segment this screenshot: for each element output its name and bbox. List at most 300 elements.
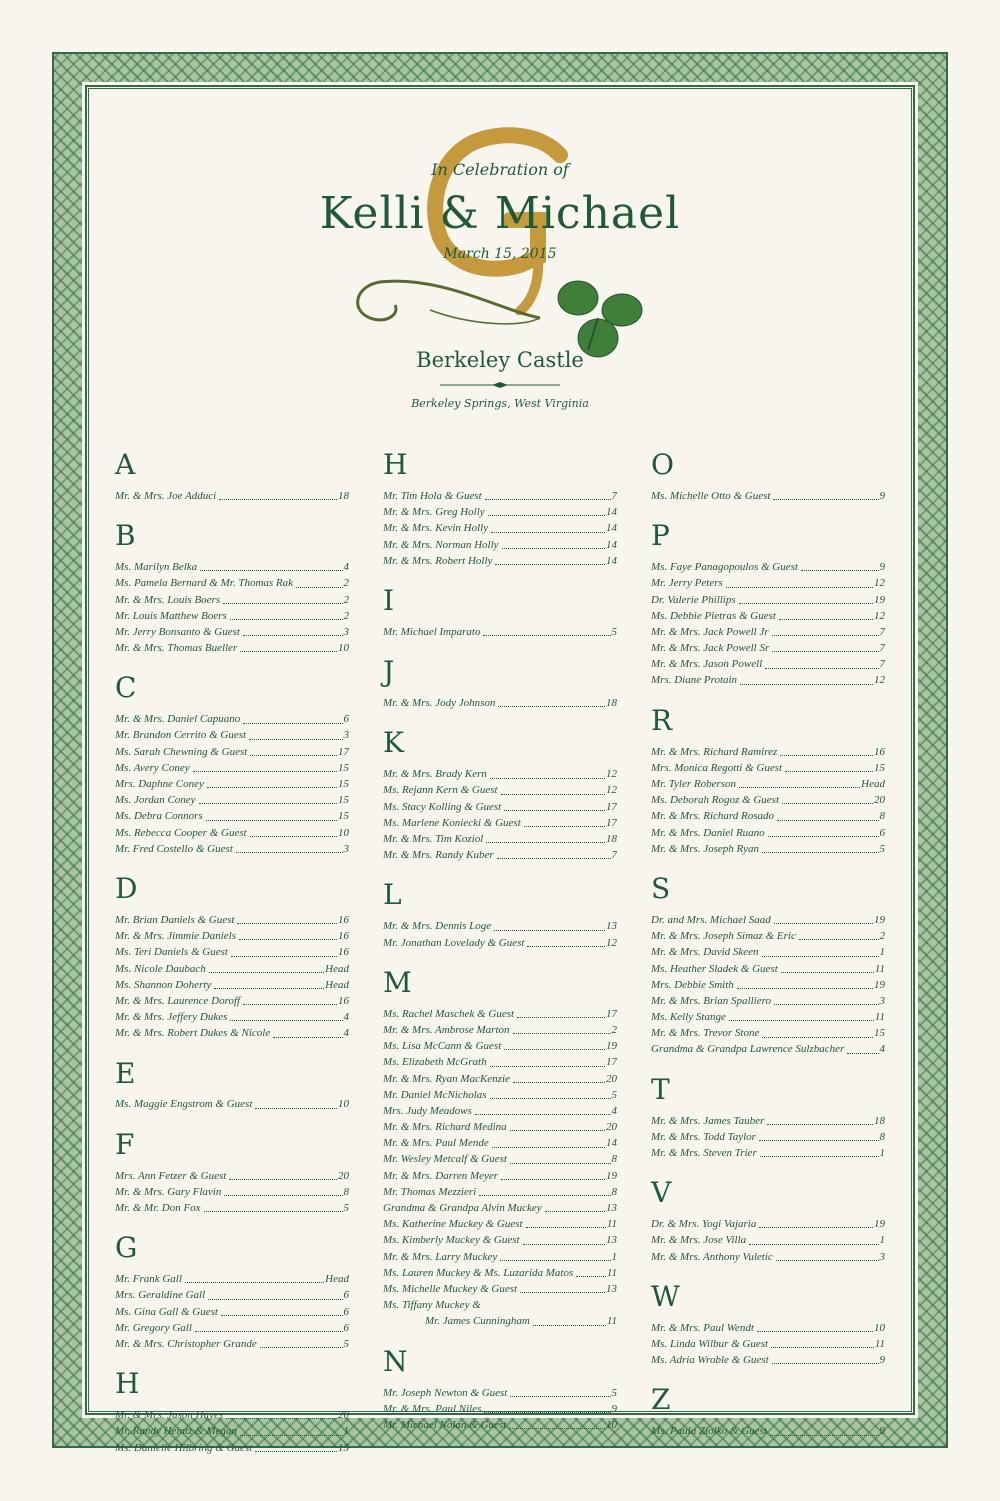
guest-row	[651, 977, 885, 993]
guest-row	[383, 1006, 617, 1022]
guest-row	[115, 928, 349, 944]
dot-leader	[488, 515, 605, 516]
table-number: 2	[879, 930, 885, 943]
guest-name: Mr. & Mrs. David Skeen	[651, 946, 759, 959]
seating-column-1	[115, 450, 349, 1473]
dot-leader	[219, 499, 337, 500]
guest-name: Ms. Rebecca Cooper & Guest	[115, 826, 247, 839]
dot-leader	[777, 820, 878, 821]
guest-name: Mr. Jerry Bonsanto & Guest	[115, 625, 240, 638]
guest-row	[651, 1042, 885, 1058]
guest-name: Mr. Tyler Roberson	[651, 778, 737, 791]
guest-row	[115, 760, 349, 776]
letter-section	[383, 657, 617, 711]
guest-row	[651, 656, 885, 672]
table-number: 12	[606, 768, 617, 781]
table-number: 9	[879, 489, 885, 502]
dot-leader	[240, 651, 337, 652]
guest-name: Ms. Adria Wroble & Guest	[651, 1354, 769, 1367]
table-number: 19	[606, 1040, 617, 1053]
table-number: 17	[338, 745, 349, 758]
section-letter: N	[383, 1344, 408, 1378]
guest-row	[651, 1320, 885, 1336]
dot-leader	[545, 1211, 605, 1212]
guest-row	[651, 1352, 885, 1368]
dot-leader	[759, 1140, 879, 1141]
dot-leader	[513, 1033, 611, 1034]
letter-section	[651, 1072, 885, 1162]
guest-name: Mr. Tim Hola & Guest	[383, 489, 482, 502]
dot-leader	[517, 1017, 605, 1018]
guest-name: Dr. and Mrs. Michael Saad	[651, 913, 771, 926]
dot-leader	[223, 603, 342, 604]
table-number: 1	[879, 1234, 885, 1247]
dot-leader	[249, 739, 342, 740]
table-number: 19	[606, 1169, 617, 1182]
guest-name: Mrs. Ann Fetzer & Guest	[115, 1169, 227, 1182]
guest-name: Mr. Joseph Newton & Guest	[383, 1386, 508, 1399]
dot-leader	[209, 972, 324, 973]
dot-leader	[484, 1412, 610, 1413]
guest-row	[383, 1168, 617, 1184]
letter-section	[651, 1178, 885, 1265]
dot-leader	[847, 1053, 878, 1054]
guest-name: Mr. Fred Costello & Guest	[115, 842, 233, 855]
dot-leader	[494, 930, 605, 931]
guest-name: Mr. Brandon Cerrito & Guest	[115, 729, 247, 742]
dot-leader	[193, 771, 337, 772]
guest-name: Mr. & Mrs. James Tauber	[651, 1114, 765, 1127]
dot-leader	[501, 794, 605, 795]
dot-leader	[231, 956, 337, 957]
event-date: March 15, 2015	[443, 246, 557, 262]
section-letter: P	[651, 519, 670, 553]
dot-leader	[185, 1282, 324, 1283]
table-number: 17	[606, 1007, 617, 1020]
guest-row	[383, 1152, 617, 1168]
section-letter: R	[651, 703, 673, 737]
letter-section	[651, 703, 885, 857]
dot-leader	[483, 635, 610, 636]
guest-name: Ms. Marlene Koniecki & Guest	[383, 816, 521, 829]
guest-row	[651, 760, 885, 776]
guest-row	[383, 695, 617, 711]
guest-name: Mr. & Mrs. Daniel Capuano	[115, 713, 241, 726]
table-number: 3	[343, 842, 349, 855]
guest-name: Mr. Michael Imparato	[383, 625, 481, 638]
guest-row	[651, 912, 885, 928]
guest-name: Mr. & Mrs. Paul Wendt	[651, 1321, 754, 1334]
table-number: 8	[879, 1130, 885, 1143]
guest-row	[383, 1385, 617, 1401]
guest-name: Ms. Kimberly Muckey & Guest	[383, 1234, 520, 1247]
guest-row	[651, 1232, 885, 1248]
letter-section	[383, 583, 617, 640]
section-letter: G	[115, 1231, 138, 1265]
dot-leader	[479, 1195, 610, 1196]
letter-section	[115, 1369, 349, 1456]
guest-row	[115, 1287, 349, 1303]
guest-row	[115, 1423, 349, 1439]
section-letter: V	[651, 1176, 672, 1210]
table-number: 7	[611, 849, 617, 862]
dot-leader	[749, 1244, 878, 1245]
table-number: 2	[611, 1023, 617, 1036]
table-number: 17	[606, 816, 617, 829]
guest-row	[383, 1249, 617, 1265]
guest-row	[651, 1009, 885, 1025]
letter-section	[383, 1344, 617, 1434]
guest-row	[383, 766, 617, 782]
table-number: 16	[338, 930, 349, 943]
dot-leader	[240, 1435, 343, 1436]
table-number: Head	[325, 1273, 349, 1286]
table-number: 19	[874, 593, 885, 606]
guest-row	[651, 640, 885, 656]
dot-leader	[226, 1418, 337, 1419]
table-number: 12	[874, 609, 885, 622]
dot-leader	[199, 803, 337, 804]
table-number: 14	[606, 506, 617, 519]
table-number: 18	[606, 833, 617, 846]
guest-name: Mr. & Mrs. Robert Dukes & Nicole	[115, 1027, 271, 1040]
table-number: 9	[879, 1354, 885, 1367]
guest-row	[651, 673, 885, 689]
dot-leader	[204, 1211, 343, 1212]
guest-row	[115, 912, 349, 928]
table-number: 2	[343, 609, 349, 622]
table-number: 4	[879, 1043, 885, 1056]
guest-row	[115, 1025, 349, 1041]
guest-name: Mr. Daniel McNicholas	[383, 1088, 487, 1101]
guest-name: Mrs. Daphne Coney	[115, 778, 204, 791]
dot-leader	[236, 852, 343, 853]
guest-name: Mr. & Mrs. Paul Niles	[383, 1402, 482, 1415]
guest-name: Mr. Jerry Peters	[651, 577, 723, 590]
guest-name: Mr. & Mrs. Joseph Simaz & Eric	[651, 930, 796, 943]
letter-section	[383, 965, 617, 1330]
guest-name: Mr. & Mrs. Brian Spalliero	[651, 994, 771, 1007]
guest-row	[115, 776, 349, 792]
table-number: 11	[874, 962, 885, 975]
guest-name: Mr. & Mrs. Thomas Bueller	[115, 642, 238, 655]
dot-leader	[250, 836, 337, 837]
guest-name: Mr. & Mrs. Jack Powell Jr	[651, 625, 769, 638]
section-letter: Z	[651, 1383, 671, 1417]
dot-leader	[739, 787, 860, 788]
guest-name: Ms. Marilyn Belka	[115, 561, 198, 574]
guest-name: Ms. Faye Panagopoulos & Guest	[651, 561, 798, 574]
guest-row	[115, 1009, 349, 1025]
table-number: 12	[874, 577, 885, 590]
guest-row	[383, 504, 617, 520]
seating-column-3	[651, 450, 885, 1457]
table-number: 10	[606, 1418, 617, 1431]
dot-leader	[782, 803, 873, 804]
guest-name: Mr. & Mrs. Louis Boers	[115, 593, 221, 606]
table-number: 11	[606, 1315, 617, 1328]
dot-leader	[260, 1347, 343, 1348]
dot-leader	[779, 619, 873, 620]
table-number: 4	[343, 561, 349, 574]
guest-row	[115, 640, 349, 656]
dot-leader	[498, 706, 605, 707]
guest-name: Mr. Gregory Gall	[115, 1321, 192, 1334]
guest-row	[383, 1417, 617, 1433]
table-number: 6	[343, 1321, 349, 1334]
section-letter: J	[383, 655, 395, 689]
guest-name: Mr. & Mrs. Joseph Ryan	[651, 842, 759, 855]
guest-row	[383, 1200, 617, 1216]
dot-leader	[760, 1156, 879, 1157]
guest-row	[651, 928, 885, 944]
letter-section	[115, 450, 349, 504]
couple-names: Kelli & Michael	[319, 188, 681, 239]
guest-name: Ms. Rejann Kern & Guest	[383, 784, 498, 797]
dot-leader	[780, 755, 873, 756]
section-letter: S	[651, 872, 671, 905]
guest-row	[383, 1071, 617, 1087]
table-number: 14	[606, 522, 617, 535]
guest-name: Ms. Shannon Doherty	[115, 978, 212, 991]
table-number: 16	[338, 994, 349, 1007]
table-number: 19	[874, 1218, 885, 1231]
dot-leader	[504, 1049, 605, 1050]
table-number: 20	[606, 1121, 617, 1134]
table-number: 3	[879, 994, 885, 1007]
table-number: 15	[874, 1027, 885, 1040]
table-number: 1	[879, 1147, 885, 1160]
table-number: 15	[338, 1441, 349, 1454]
table-number: 4	[343, 1011, 349, 1024]
guest-row	[651, 792, 885, 808]
section-letter: M	[383, 965, 412, 999]
dot-leader	[243, 635, 343, 636]
guest-row	[115, 608, 349, 624]
dot-leader	[781, 972, 874, 973]
guest-name: Mr. & Mrs. Jeffery Dukes	[115, 1011, 228, 1024]
guest-row	[383, 1265, 617, 1281]
guest-row	[383, 1232, 617, 1248]
table-number: 18	[874, 1114, 885, 1127]
dot-leader	[243, 723, 342, 724]
table-number: 6	[343, 713, 349, 726]
guest-name: Mr. & Mrs. Randy Kuber	[383, 849, 494, 862]
guest-row	[115, 993, 349, 1009]
guest-row	[115, 1440, 349, 1456]
table-number: 12	[874, 674, 885, 687]
guest-row	[115, 592, 349, 608]
letter-section	[115, 874, 349, 1042]
guest-row	[383, 1087, 617, 1103]
guest-row	[115, 1200, 349, 1216]
table-number: 20	[606, 1072, 617, 1085]
table-number: 14	[606, 538, 617, 551]
guest-name: Ms. Paula Ziolko & Guest	[651, 1425, 767, 1438]
dot-leader	[762, 1037, 873, 1038]
table-number: 9	[879, 561, 885, 574]
table-number: 5	[879, 842, 885, 855]
dot-leader	[239, 939, 337, 940]
dot-leader	[495, 564, 605, 565]
letter-section	[651, 874, 885, 1058]
table-number: Head	[861, 778, 885, 791]
dot-leader	[208, 1299, 342, 1300]
table-number: 19	[874, 913, 885, 926]
guest-name: Mr. & Mr. Don Fox	[115, 1202, 201, 1215]
guest-row	[115, 825, 349, 841]
guest-name: Mr. & Mrs. Jody Johnson	[383, 697, 496, 710]
table-number: 17	[606, 800, 617, 813]
table-number: 20	[338, 1409, 349, 1422]
dot-leader	[772, 635, 879, 636]
dot-leader	[230, 1020, 342, 1021]
table-number: 8	[611, 1185, 617, 1198]
ornament-divider-icon	[440, 382, 560, 388]
dot-leader	[509, 1428, 605, 1429]
table-number: 15	[338, 810, 349, 823]
guest-row	[115, 488, 349, 504]
dot-leader	[510, 1163, 611, 1164]
guest-name: Ms. Elizabeth McGrath	[383, 1056, 487, 1069]
dot-leader	[501, 1179, 605, 1180]
table-number: 4	[343, 1027, 349, 1040]
dot-leader	[200, 570, 342, 571]
section-letter: H	[115, 1367, 140, 1401]
table-number: 11	[874, 1011, 885, 1024]
table-number: 13	[606, 1234, 617, 1247]
dot-leader	[524, 826, 605, 827]
guest-row	[651, 1216, 885, 1232]
guest-row	[383, 520, 617, 536]
guest-name: Mr. & Mrs. Joe Adduci	[115, 489, 217, 502]
guest-name: Mr. Michael Nolan & Guest	[383, 1418, 507, 1431]
dot-leader	[520, 1292, 605, 1293]
table-number: 3	[879, 1250, 885, 1263]
guest-row	[115, 1320, 349, 1336]
guest-row	[651, 993, 885, 1009]
dot-leader	[762, 852, 879, 853]
letter-section	[651, 521, 885, 689]
dot-leader	[255, 1451, 337, 1452]
dot-leader	[772, 1363, 879, 1364]
table-number: 11	[874, 1337, 885, 1350]
guest-name: Ms. Debra Connors	[115, 810, 203, 823]
guest-name: Mr. & Mrs. Greg Holly	[383, 506, 485, 519]
guest-name: Ms. Michelle Otto & Guest	[651, 489, 771, 502]
dot-leader	[740, 684, 873, 685]
guest-name: Ms. Deborah Rogoz & Guest	[651, 794, 780, 807]
guest-row	[383, 1022, 617, 1038]
table-number: 5	[343, 1337, 349, 1350]
dot-leader	[768, 836, 879, 837]
guest-name: Ms. Nicole Daubach	[115, 962, 206, 975]
dot-leader	[765, 668, 878, 669]
guest-name: Mr. & Mrs. Steven Trier	[651, 1147, 757, 1160]
guest-row	[115, 1184, 349, 1200]
letter-section	[115, 673, 349, 857]
dot-leader	[243, 1004, 337, 1005]
guest-name: Mrs. Geraldine Gall	[115, 1289, 206, 1302]
dot-leader	[475, 1114, 611, 1115]
guest-name: Mr. & Mrs. Trevor Stone	[651, 1027, 760, 1040]
guest-name: Mr. & Mrs. Jason Hayes	[115, 1409, 224, 1422]
guest-name: Mr. & Mrs. Ryan MacKenzie	[383, 1072, 510, 1085]
section-letter: K	[383, 726, 404, 760]
section-letter: E	[115, 1056, 136, 1090]
dot-leader	[767, 1124, 873, 1125]
guest-row	[383, 488, 617, 504]
dot-leader	[224, 1195, 342, 1196]
table-number: 13	[606, 1282, 617, 1295]
table-number: 16	[874, 745, 885, 758]
dot-leader	[195, 1331, 343, 1332]
table-number: 10	[338, 1098, 349, 1111]
celebration-text: In Celebration of	[431, 160, 569, 179]
guest-row	[115, 575, 349, 591]
guest-name: Mrs. Debbie Smith	[651, 978, 734, 991]
dot-leader	[772, 651, 878, 652]
table-number: 14	[606, 1137, 617, 1150]
guest-row	[383, 537, 617, 553]
guest-name: Mrs. Monica Regotti & Guest	[651, 761, 783, 774]
guest-name: Ms. Avery Coney	[115, 761, 190, 774]
section-letter: A	[115, 448, 136, 481]
guest-name: Mr. & Mrs. Richard Medina	[383, 1121, 507, 1134]
table-number: 6	[343, 1289, 349, 1302]
guest-row	[383, 624, 617, 640]
venue-name: Berkeley Castle	[416, 348, 584, 372]
guest-name: Grandma & Grandpa Alvin Muckey	[383, 1202, 542, 1215]
table-number: 12	[606, 784, 617, 797]
guest-row	[383, 935, 617, 951]
guest-name: Ms. Linda Wilbur & Guest	[651, 1337, 769, 1350]
guest-row	[383, 831, 617, 847]
letter-section	[651, 1279, 885, 1369]
dot-leader	[757, 1331, 873, 1332]
venue-location: Berkeley Springs, West Virginia	[411, 397, 589, 410]
guest-row	[651, 808, 885, 824]
guest-row	[115, 1407, 349, 1423]
table-number: 13	[606, 920, 617, 933]
guest-name: Ms. Sarah Chewning & Guest	[115, 745, 248, 758]
guest-name: Mr. & Mrs. Laurence Doroff	[115, 994, 241, 1007]
guest-row	[651, 559, 885, 575]
guest-name: Ms. Debbie Pietras & Guest	[651, 609, 776, 622]
guest-name: Mr. & Mrs. Richard Rosado	[651, 810, 775, 823]
table-number: 3	[343, 625, 349, 638]
dot-leader	[533, 1325, 606, 1326]
guest-row	[383, 1281, 617, 1297]
table-number: 5	[611, 1386, 617, 1399]
dot-leader	[490, 778, 605, 779]
guest-name: Mr. Jonathan Lovelady & Guest	[383, 936, 525, 949]
guest-row	[383, 1038, 617, 1054]
guest-name: Ms. Teri Daniels & Guest	[115, 946, 228, 959]
letter-section	[115, 1056, 349, 1113]
dot-leader	[737, 988, 873, 989]
guest-name: Mr. & Mrs. Dennis Loge	[383, 920, 492, 933]
dot-leader	[726, 587, 873, 588]
guest-row	[115, 1271, 349, 1287]
guest-row	[651, 1336, 885, 1352]
dot-leader	[250, 755, 337, 756]
guest-name: Ms. Michelle Muckey & Guest	[383, 1282, 518, 1295]
dot-leader	[273, 1037, 342, 1038]
letter-section	[115, 1233, 349, 1352]
table-number: 8	[879, 810, 885, 823]
guest-row	[115, 744, 349, 760]
